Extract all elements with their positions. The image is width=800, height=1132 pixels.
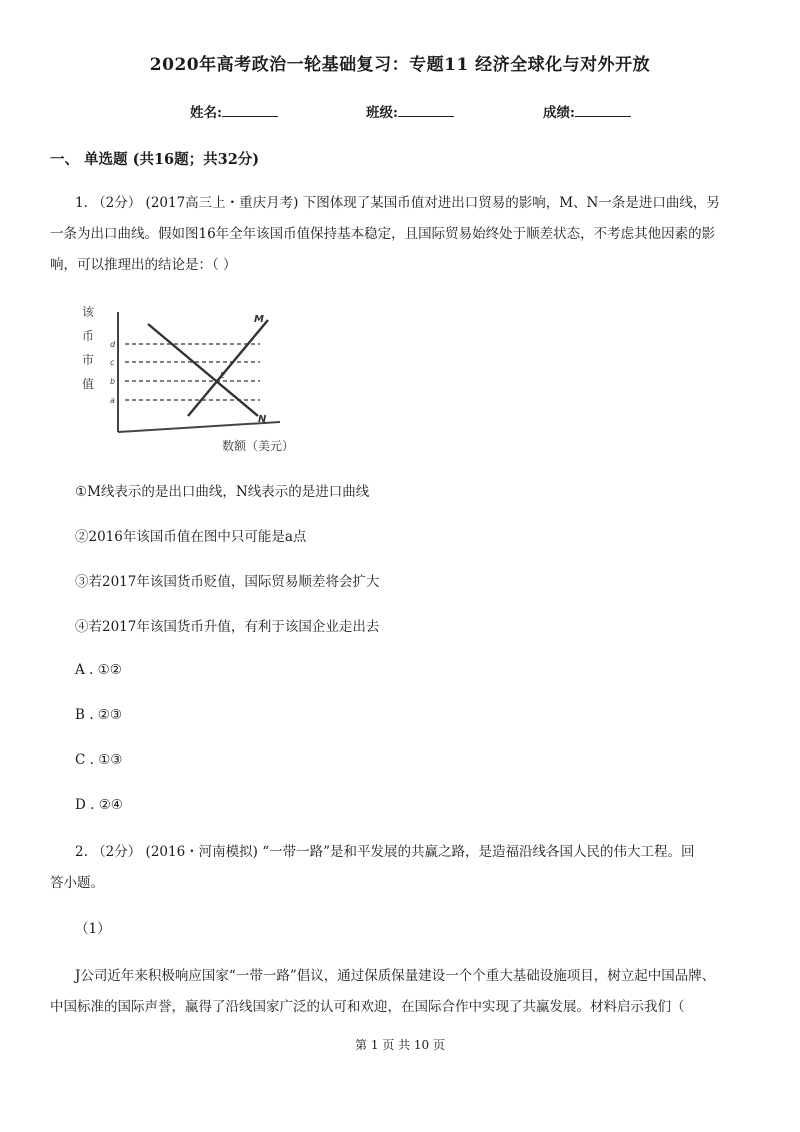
q1-text-line2: 一条为出口曲线。假如图16年全年该国币值保持基本稳定，且国际贸易始终处于顺差状态，不考虑其他因素的影 (50, 226, 716, 242)
q2-sub-number: （1） (75, 921, 111, 937)
name-field (190, 101, 278, 121)
curve-label-n: N (258, 414, 267, 425)
name-blank (222, 104, 278, 117)
curve-label-m: M (254, 314, 264, 325)
q1-text-line1: 1. （2分） (2017高三上・重庆月考) 下图体现了某国币值对进出口贸易的影响，M、N一条是进口曲线，另 (75, 195, 720, 211)
statement-3: ③若2017年该国货币贬值，国际贸易顺差将会扩大 (75, 574, 380, 590)
y-label-char-2: 币 (82, 329, 95, 343)
class-field (366, 101, 454, 121)
page-footer: 第 1 页 共 10 页 (355, 1038, 445, 1052)
class-label: 班级: (366, 105, 398, 121)
score-field (543, 101, 631, 121)
score-blank (575, 104, 631, 117)
statement-2: ②2016年该国币值在图中只可能是a点 (75, 529, 307, 545)
level-label-d: d (110, 340, 116, 349)
y-label-char-3: 市 (82, 353, 95, 367)
x-axis-label: 数额（美元） (222, 439, 295, 453)
level-label-a: a (110, 396, 115, 405)
y-label-char-4: 值 (82, 377, 95, 391)
level-label-b: b (110, 377, 116, 386)
score-label: 成绩: (543, 105, 575, 121)
q2-para-line1: J公司近年来积极响应国家“一带一路”倡议，通过保质保量建设一个个重大基础设施项目，树立起中国品牌、 (75, 968, 716, 984)
curve-n (148, 324, 258, 416)
q2-text-line2: 答小题。 (50, 875, 104, 891)
option-b[interactable]: B . ②③ (75, 707, 122, 723)
statement-1: ①M线表示的是出口曲线，N线表示的是进口曲线 (75, 484, 370, 500)
option-a[interactable]: A . ①② (75, 662, 122, 678)
class-blank (398, 104, 454, 117)
q2-para-line2: 中国标准的国际声誉，赢得了沿线国家广泛的认可和欢迎，在国际合作中实现了共赢发展。材料启示我们（ (50, 999, 685, 1015)
name-label: 姓名: (190, 105, 222, 121)
q2-text-line1: 2. （2分） (2016・河南模拟) “一带一路”是和平发展的共赢之路，是造福沿线各国人民的伟大工程。回 (75, 844, 695, 860)
option-d[interactable]: D . ②④ (75, 797, 123, 813)
level-label-c: c (110, 358, 115, 367)
q1-text-line3: 响，可以推理出的结论是：（ ） (50, 257, 237, 273)
statement-4: ④若2017年该国货币升值，有利于该国企业走出去 (75, 619, 380, 635)
intersection-label: E (220, 371, 226, 380)
option-c[interactable]: C . ①③ (75, 752, 123, 768)
page-title: 2020年高考政治一轮基础复习：专题11 经济全球化与对外开放 (149, 55, 651, 75)
section-heading: 一、 单选题 (共16题；共32分) (50, 151, 260, 168)
exchange-rate-trade-chart (70, 298, 330, 458)
x-axis (118, 422, 280, 432)
y-label-char-1: 该 (82, 305, 95, 319)
